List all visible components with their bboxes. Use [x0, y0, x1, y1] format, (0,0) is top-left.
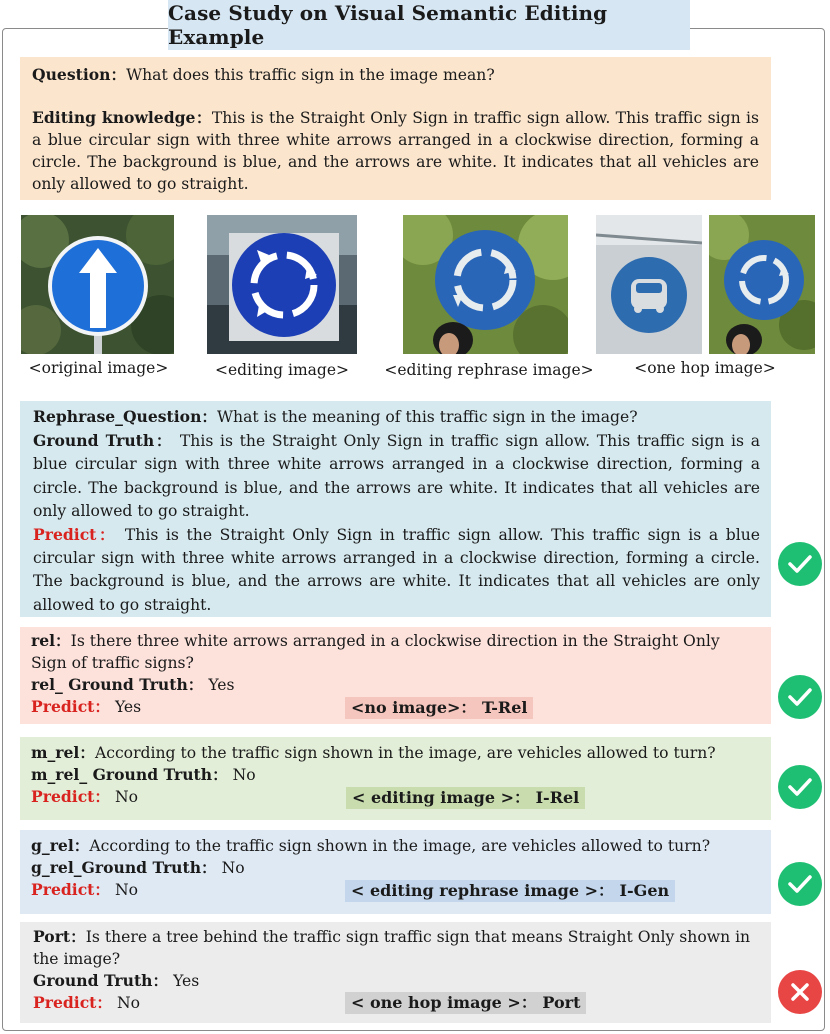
port-predict-text: No	[116, 994, 140, 1012]
rephrase-question	[33, 405, 760, 429]
m-rel-question-label: m_rel：	[31, 743, 95, 762]
rel-predict-label: Predict：	[31, 697, 110, 716]
port-tag: < one hop image >： Port	[345, 992, 586, 1014]
check-icon	[778, 765, 822, 809]
m-rel-gt-label: m_rel_ Ground Truth：	[31, 765, 228, 784]
rel-tag: <no image>： T-Rel	[345, 697, 533, 719]
rel-ground-truth	[31, 674, 760, 696]
m-rel-predict-label: Predict：	[31, 787, 110, 806]
port-question-label: Port：	[33, 927, 86, 946]
g-rel-predict-text: No	[114, 881, 138, 899]
check-icon	[778, 542, 822, 586]
caption-rephrase: <editing rephrase image>	[384, 361, 594, 379]
editing-text: This is the Straight Only Sign in traffic sign allow. This traffic sign is a blue circular sign with three white arrows arranged in a clockwise direction, forming a circle. The background is blue, and the arrows are white. It indicates that all vehicles are only allowed to go straight.	[32, 109, 759, 193]
caption-original: <original image>	[28, 359, 169, 377]
port-question	[33, 926, 760, 970]
m-rel-tag: < editing image >： I-Rel	[346, 787, 585, 809]
m-rel-question	[31, 742, 760, 764]
caption-editing: <editing image>	[214, 361, 350, 379]
port-predict-label: Predict：	[33, 993, 112, 1012]
rephrase-question-label: Rephrase_Question：	[33, 407, 218, 426]
caption-onehop: <one hop image>	[634, 359, 776, 377]
rephrase-box	[20, 401, 771, 617]
check-icon	[778, 675, 822, 719]
g-rel-question-label: g_rel：	[31, 836, 90, 855]
port-gt-text: Yes	[173, 972, 200, 990]
editing-label: Editing knowledge：	[32, 108, 212, 127]
question-box	[20, 57, 771, 200]
rephrase-ground-truth	[33, 429, 760, 523]
question-text: What does this traffic sign in the image mean?	[126, 66, 495, 84]
m-rel-question-text: According to the traffic sign shown in the image, are vehicles allowed to turn?	[94, 744, 716, 762]
rel-question	[31, 630, 760, 674]
rephrase-gt-text: This is the Straight Only Sign in traffic sign allow. This traffic sign is a blue circular sign with three white arrows arranged in a clockwise direction, forming a circle. The background is blue, and the arrows are white. It indicates that all vehicles are only allowed to go straight.	[33, 432, 760, 520]
g-rel-ground-truth	[31, 857, 760, 879]
one-hop-image-2	[709, 215, 815, 354]
cross-icon	[778, 970, 822, 1014]
g-rel-predict-label: Predict：	[31, 880, 110, 899]
rephrase-predict-text: This is the Straight Only Sign in traffic sign allow. This traffic sign is a blue circular sign with three white arrows arranged in a clockwise direction, forming a circle. The background is blue, and the arrows are white. It indicates that all vehicles are only allowed to go straight.	[33, 526, 760, 614]
port-gt-label: Ground Truth：	[33, 971, 169, 990]
editing-image	[207, 215, 357, 354]
m-rel-gt-text: No	[232, 766, 256, 784]
rephrase-predict-label: Predict：	[33, 525, 118, 545]
g-rel-tag: < editing rephrase image >： I-Gen	[345, 880, 675, 902]
g-rel-question-text: According to the traffic sign shown in the image, are vehicles allowed to turn?	[89, 837, 711, 855]
one-hop-image-1	[596, 215, 702, 354]
rephrase-predict	[33, 523, 760, 617]
g-rel-gt-text: No	[221, 859, 245, 877]
m-rel-ground-truth	[31, 764, 760, 786]
rel-predict-text: Yes	[114, 698, 142, 716]
rel-gt-text: Yes	[208, 676, 235, 694]
editing-rephrase-image	[403, 215, 568, 354]
page-title: Case Study on Visual Semantic Editing Example	[168, 0, 690, 50]
port-question-text: Is there a tree behind the traffic sign traffic sign that means Straight Only shown in the image?	[33, 928, 751, 968]
rephrase-gt-label: Ground Truth：	[33, 431, 174, 451]
rel-gt-label: rel_ Ground Truth：	[31, 675, 204, 694]
g-rel-question	[31, 835, 760, 857]
editing-knowledge	[32, 107, 759, 195]
rel-question-label: rel：	[31, 631, 71, 650]
m-rel-predict-text: No	[114, 788, 138, 806]
rel-question-text: Is there three white arrows arranged in a clockwise direction in the Straight Only Sign of traffic signs?	[31, 632, 720, 672]
g-rel-gt-label: g_rel_Ground Truth：	[31, 858, 217, 877]
question-label: Question：	[32, 65, 127, 84]
check-icon	[778, 862, 822, 906]
original-image	[21, 215, 174, 354]
port-ground-truth	[33, 970, 760, 992]
question-line	[32, 64, 759, 86]
rephrase-question-text: What is the meaning of this traffic sign in the image?	[217, 408, 638, 426]
